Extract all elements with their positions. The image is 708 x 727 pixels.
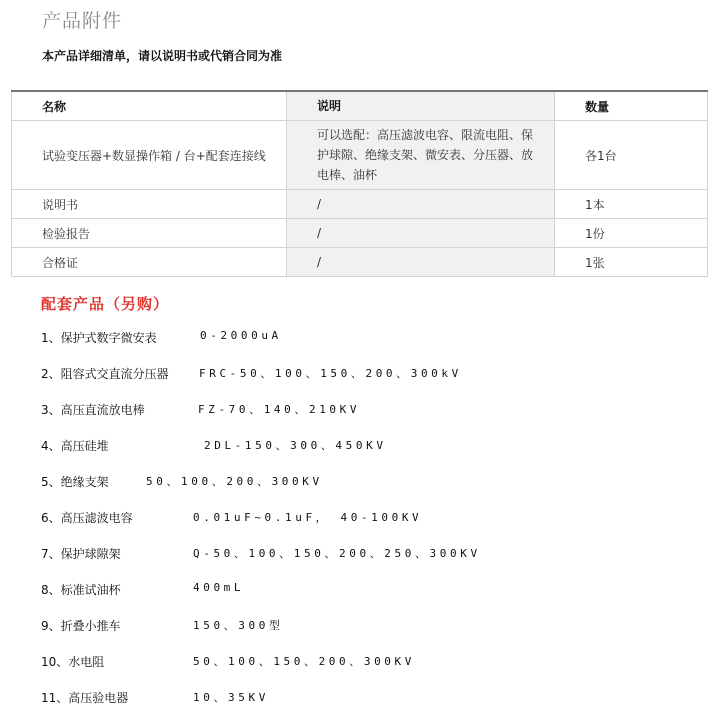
- cell-name: 说明书: [12, 190, 287, 219]
- product-spec: 50、100、200、300KV: [146, 475, 323, 488]
- cell-description: /: [287, 248, 555, 277]
- cell-quantity: 1份: [555, 219, 708, 248]
- column-header-description: 说明: [287, 91, 555, 121]
- product-spec: 150、300型: [193, 619, 284, 632]
- section-title: 配套产品（另购）: [41, 295, 170, 313]
- column-header-name: 名称: [12, 91, 287, 121]
- page-subtitle: 本产品详细清单，请以说明书或代销合同为准: [42, 49, 283, 63]
- product-spec: 400mL: [193, 581, 245, 594]
- cell-quantity: 各1台: [555, 121, 708, 190]
- table-row: [12, 248, 708, 277]
- product-name: 4、高压硅堆: [41, 439, 109, 453]
- product-name: 8、标准试油杯: [41, 583, 121, 597]
- product-name: 2、阻容式交直流分压器: [41, 367, 169, 381]
- product-spec: 50、100、150、200、300KV: [193, 655, 415, 668]
- product-name: 11、高压验电器: [41, 691, 129, 705]
- cell-description: /: [287, 190, 555, 219]
- product-spec: Q-50、100、150、200、250、300KV: [193, 547, 481, 560]
- product-name: 6、高压滤波电容: [41, 511, 133, 525]
- product-spec: FRC-50、100、150、200、300kV: [199, 367, 462, 380]
- product-spec: 0.01uF~0.1uF， 40-100KV: [193, 511, 423, 524]
- product-name: 3、高压直流放电棒: [41, 403, 145, 417]
- cell-name: 检验报告: [12, 219, 287, 248]
- cell-description: /: [287, 219, 555, 248]
- cell-name: 试验变压器+数显操作箱 / 台+配套连接线: [12, 121, 287, 190]
- product-name: 5、绝缘支架: [41, 475, 109, 489]
- product-name: 1、保护式数字微安表: [41, 331, 157, 345]
- cell-quantity: 1本: [555, 190, 708, 219]
- cell-description: 可以选配：高压滤波电容、限流电阻、保护球隙、绝缘支架、微安表、分压器、放电棒、油杯: [287, 121, 555, 190]
- table-header-row: [12, 91, 708, 121]
- product-spec: 0-2000uA: [200, 329, 282, 342]
- column-header-quantity: 数量: [555, 91, 708, 121]
- table-row: [12, 121, 708, 190]
- cell-name: 合格证: [12, 248, 287, 277]
- product-name: 10、水电阻: [41, 655, 105, 669]
- page-title: 产品附件: [42, 10, 123, 32]
- product-spec: 10、35KV: [193, 691, 269, 704]
- product-name: 7、保护球隙架: [41, 547, 121, 561]
- table-row: [12, 219, 708, 248]
- product-name: 9、折叠小推车: [41, 619, 121, 633]
- cell-quantity: 1张: [555, 248, 708, 277]
- table-row: [12, 190, 708, 219]
- product-spec: FZ-70、140、210KV: [198, 403, 361, 416]
- product-spec: 2DL-150、300、450KV: [204, 439, 387, 452]
- accessories-table: [11, 90, 708, 277]
